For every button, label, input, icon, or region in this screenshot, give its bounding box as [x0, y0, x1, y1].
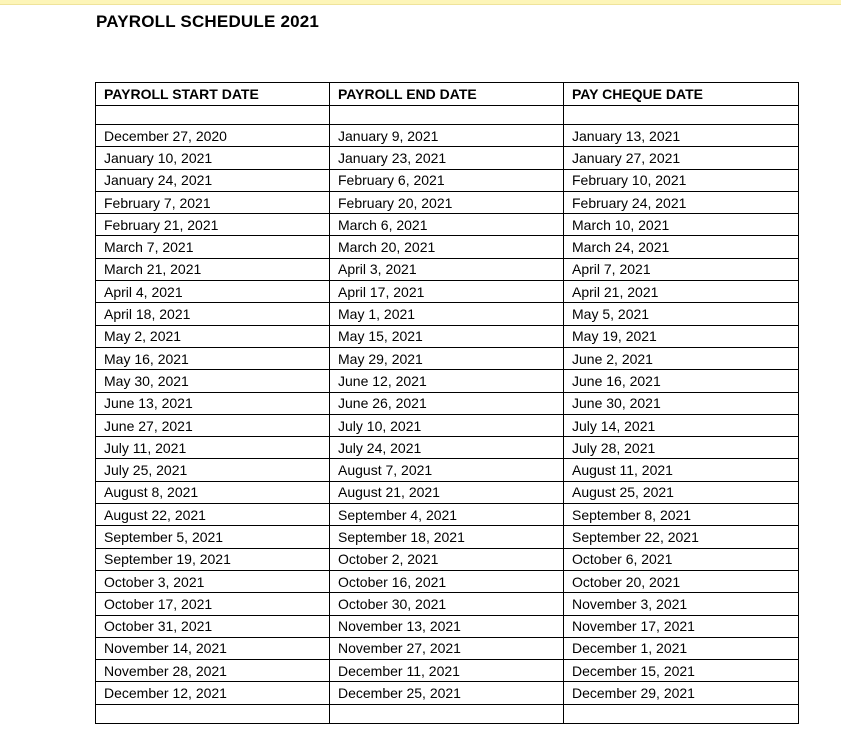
- table-row: [96, 236, 799, 258]
- cell-payroll-end-date: July 10, 2021: [330, 414, 564, 436]
- cell-payroll-end-date: May 15, 2021: [330, 325, 564, 347]
- cell-pay-cheque-date: September 22, 2021: [564, 526, 799, 548]
- table-row: [96, 347, 799, 369]
- cell-pay-cheque-date: April 21, 2021: [564, 281, 799, 303]
- blank-cell: [96, 704, 330, 723]
- cell-payroll-end-date: August 7, 2021: [330, 459, 564, 481]
- cell-payroll-end-date: January 23, 2021: [330, 147, 564, 169]
- cell-pay-cheque-date: November 3, 2021: [564, 593, 799, 615]
- table-body: [96, 106, 799, 724]
- cell-payroll-end-date: October 30, 2021: [330, 593, 564, 615]
- cell-pay-cheque-date: June 30, 2021: [564, 392, 799, 414]
- table-row: [96, 504, 799, 526]
- header-payroll-start-date: PAYROLL START DATE: [96, 83, 330, 106]
- cell-pay-cheque-date: June 2, 2021: [564, 347, 799, 369]
- cell-pay-cheque-date: March 24, 2021: [564, 236, 799, 258]
- blank-cell: [564, 106, 799, 125]
- cell-payroll-start-date: September 5, 2021: [96, 526, 330, 548]
- cell-pay-cheque-date: August 25, 2021: [564, 481, 799, 503]
- blank-cell: [96, 106, 330, 125]
- cell-payroll-end-date: November 27, 2021: [330, 637, 564, 659]
- table-row: [96, 481, 799, 503]
- cell-pay-cheque-date: January 27, 2021: [564, 147, 799, 169]
- cell-pay-cheque-date: February 10, 2021: [564, 169, 799, 191]
- cell-payroll-end-date: April 17, 2021: [330, 281, 564, 303]
- table-row: [96, 637, 799, 659]
- cell-pay-cheque-date: June 16, 2021: [564, 370, 799, 392]
- payroll-schedule-table: [95, 82, 799, 724]
- cell-payroll-end-date: June 26, 2021: [330, 392, 564, 414]
- table-row: [96, 303, 799, 325]
- table-row: [96, 125, 799, 147]
- cell-pay-cheque-date: August 11, 2021: [564, 459, 799, 481]
- cell-pay-cheque-date: December 15, 2021: [564, 660, 799, 682]
- cell-pay-cheque-date: October 6, 2021: [564, 548, 799, 570]
- cell-payroll-end-date: July 24, 2021: [330, 437, 564, 459]
- cell-payroll-end-date: December 11, 2021: [330, 660, 564, 682]
- cell-pay-cheque-date: May 19, 2021: [564, 325, 799, 347]
- cell-pay-cheque-date: November 17, 2021: [564, 615, 799, 637]
- header-pay-cheque-date: PAY CHEQUE DATE: [564, 83, 799, 106]
- cell-payroll-start-date: November 14, 2021: [96, 637, 330, 659]
- cell-payroll-start-date: October 3, 2021: [96, 570, 330, 592]
- cell-payroll-end-date: May 29, 2021: [330, 347, 564, 369]
- table-row: [96, 615, 799, 637]
- cell-payroll-end-date: February 20, 2021: [330, 191, 564, 213]
- blank-cell: [330, 106, 564, 125]
- cell-payroll-start-date: July 25, 2021: [96, 459, 330, 481]
- cell-pay-cheque-date: July 14, 2021: [564, 414, 799, 436]
- cell-payroll-start-date: April 18, 2021: [96, 303, 330, 325]
- cell-payroll-start-date: July 11, 2021: [96, 437, 330, 459]
- blank-cell: [330, 704, 564, 723]
- cell-payroll-start-date: August 8, 2021: [96, 481, 330, 503]
- table-row: [96, 258, 799, 280]
- table-row: [96, 281, 799, 303]
- table-row: [96, 459, 799, 481]
- cell-payroll-start-date: December 12, 2021: [96, 682, 330, 704]
- table-row: [96, 214, 799, 236]
- cell-payroll-start-date: May 16, 2021: [96, 347, 330, 369]
- table-row: [96, 682, 799, 704]
- cell-payroll-end-date: September 4, 2021: [330, 504, 564, 526]
- cell-payroll-end-date: October 16, 2021: [330, 570, 564, 592]
- table-row: [96, 169, 799, 191]
- cell-payroll-start-date: September 19, 2021: [96, 548, 330, 570]
- cell-payroll-end-date: March 6, 2021: [330, 214, 564, 236]
- cell-payroll-end-date: August 21, 2021: [330, 481, 564, 503]
- header-row: [96, 83, 799, 106]
- cell-pay-cheque-date: May 5, 2021: [564, 303, 799, 325]
- cell-payroll-start-date: June 13, 2021: [96, 392, 330, 414]
- cell-payroll-start-date: October 31, 2021: [96, 615, 330, 637]
- cell-payroll-end-date: May 1, 2021: [330, 303, 564, 325]
- cell-payroll-end-date: January 9, 2021: [330, 125, 564, 147]
- cell-payroll-start-date: January 10, 2021: [96, 147, 330, 169]
- blank-row: [96, 704, 799, 723]
- table-row: [96, 548, 799, 570]
- header-payroll-end-date: PAYROLL END DATE: [330, 83, 564, 106]
- table-row: [96, 370, 799, 392]
- table-row: [96, 191, 799, 213]
- table-row: [96, 437, 799, 459]
- table-row: [96, 526, 799, 548]
- cell-payroll-end-date: October 2, 2021: [330, 548, 564, 570]
- cell-payroll-end-date: February 6, 2021: [330, 169, 564, 191]
- table-row: [96, 325, 799, 347]
- cell-payroll-end-date: September 18, 2021: [330, 526, 564, 548]
- cell-pay-cheque-date: December 1, 2021: [564, 637, 799, 659]
- cell-payroll-start-date: October 17, 2021: [96, 593, 330, 615]
- page-title: PAYROLL SCHEDULE 2021: [96, 12, 320, 31]
- table-row: [96, 147, 799, 169]
- cell-payroll-start-date: January 24, 2021: [96, 169, 330, 191]
- cell-payroll-start-date: March 7, 2021: [96, 236, 330, 258]
- cell-payroll-start-date: May 30, 2021: [96, 370, 330, 392]
- cell-pay-cheque-date: December 29, 2021: [564, 682, 799, 704]
- cell-payroll-end-date: December 25, 2021: [330, 682, 564, 704]
- cell-payroll-start-date: June 27, 2021: [96, 414, 330, 436]
- cell-payroll-start-date: March 21, 2021: [96, 258, 330, 280]
- blank-row: [96, 106, 799, 125]
- top-highlight-strip: [0, 0, 841, 5]
- cell-payroll-start-date: February 7, 2021: [96, 191, 330, 213]
- cell-payroll-end-date: March 20, 2021: [330, 236, 564, 258]
- cell-pay-cheque-date: April 7, 2021: [564, 258, 799, 280]
- cell-payroll-start-date: December 27, 2020: [96, 125, 330, 147]
- cell-pay-cheque-date: October 20, 2021: [564, 570, 799, 592]
- cell-payroll-start-date: August 22, 2021: [96, 504, 330, 526]
- table-row: [96, 392, 799, 414]
- blank-cell: [564, 704, 799, 723]
- table-row: [96, 593, 799, 615]
- cell-payroll-end-date: June 12, 2021: [330, 370, 564, 392]
- cell-payroll-start-date: April 4, 2021: [96, 281, 330, 303]
- cell-payroll-start-date: November 28, 2021: [96, 660, 330, 682]
- cell-payroll-end-date: April 3, 2021: [330, 258, 564, 280]
- cell-pay-cheque-date: March 10, 2021: [564, 214, 799, 236]
- table-row: [96, 414, 799, 436]
- table-row: [96, 570, 799, 592]
- cell-payroll-end-date: November 13, 2021: [330, 615, 564, 637]
- cell-pay-cheque-date: January 13, 2021: [564, 125, 799, 147]
- cell-pay-cheque-date: September 8, 2021: [564, 504, 799, 526]
- table-row: [96, 660, 799, 682]
- cell-pay-cheque-date: February 24, 2021: [564, 191, 799, 213]
- cell-payroll-start-date: May 2, 2021: [96, 325, 330, 347]
- cell-pay-cheque-date: July 28, 2021: [564, 437, 799, 459]
- cell-payroll-start-date: February 21, 2021: [96, 214, 330, 236]
